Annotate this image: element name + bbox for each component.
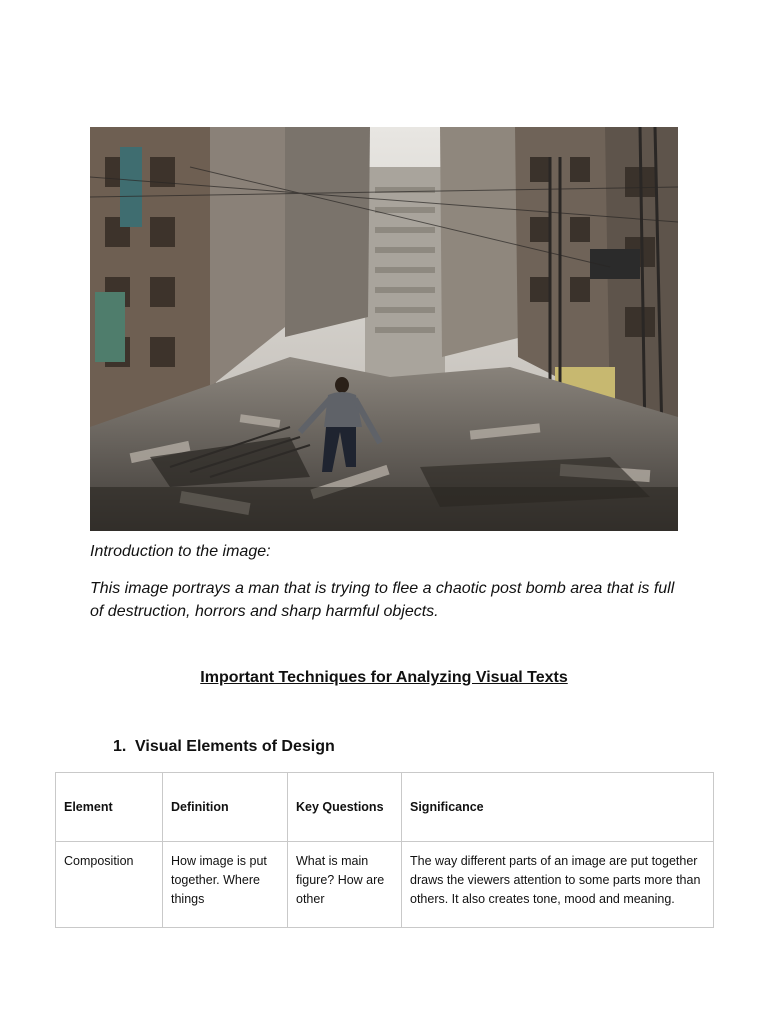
war-street-photo [90, 127, 678, 531]
table-cell: How image is put together. Where things [163, 842, 288, 928]
table-cell: The way different parts of an image are put together draws the viewers attention to some parts more than others. It also creates tone, mood and meaning. [402, 842, 714, 928]
table-header-cell: Key Questions [288, 773, 402, 842]
table-header-cell: Definition [163, 773, 288, 842]
intro-heading: Introduction to the image: [90, 543, 271, 560]
table-row [56, 842, 714, 928]
destroyed-street-illustration [90, 127, 678, 531]
subsection-heading [113, 738, 335, 756]
visual-elements-table [55, 772, 714, 928]
table-cell: What is main figure? How are other [288, 842, 402, 928]
intro-paragraph: This image portrays a man that is trying to flee a chaotic post bomb area that is full of destruction, horrors and sharp harmful objects. [90, 580, 675, 620]
subsection-title: Visual Elements of Design [135, 738, 335, 755]
table-header-cell: Significance [402, 773, 714, 842]
table-cell: Composition [56, 842, 163, 928]
subsection-number: 1. [113, 738, 127, 755]
table-header-row [56, 773, 714, 842]
section-title: Important Techniques for Analyzing Visual Texts [200, 669, 568, 686]
table-header-cell: Element [56, 773, 163, 842]
